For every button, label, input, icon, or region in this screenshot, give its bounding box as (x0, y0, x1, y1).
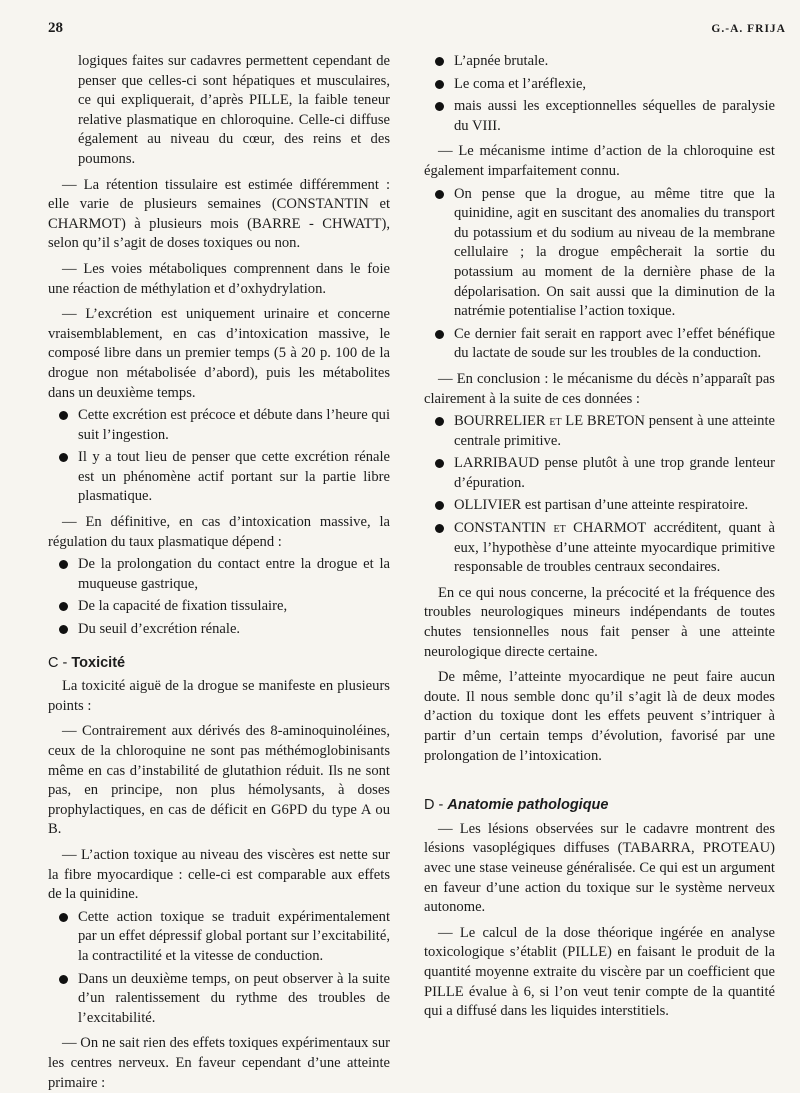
bullet-excretion-renale: Il y a tout lieu de penser que cette excrétion rénale est un phénomène actif portant sur la partie libre plasmatique. (48, 448, 390, 507)
author-name: BOURRELIER et LE BRETON (454, 413, 645, 430)
author-name: OLLIVIER (454, 497, 522, 514)
bullet-text: accréditent, quant à eux, l’hypothèse d’une atteinte myocardique primitive responsable de troubles centraux secondaires. (454, 520, 776, 576)
paragraph-calcul-dose: — Le calcul de la dose théorique ingérée en analyse toxicologique s’établit (PILLE) en faisant le produit de la quantité moyenne extraite du viscère par un coefficient que PILLE évalue à 6, si l’on veut tenir compte de la quantité qui a diffusé dans les liquides interstitiels. (424, 924, 775, 1020)
bullet-larribaud (424, 454, 775, 493)
bullet-constantin-charmot (424, 519, 775, 578)
left-column (48, 52, 390, 1093)
page-number: 28 (48, 20, 63, 36)
paragraph-toxicite-aigue: La toxicité aiguë de la drogue se manifeste en plusieurs points : (48, 678, 390, 714)
running-head-author: G.-A. FRIJA (711, 23, 786, 35)
bullet-ollivier (424, 496, 775, 516)
bullet-seuil-excretion: Du seuil d’excrétion rénale. (48, 620, 390, 640)
bullet-excretion-precoce: Cette excrétion est précoce et débute dans l’heure qui suit l’ingestion. (48, 406, 390, 445)
bullet-coma: Le coma et l’aréflexie, (424, 75, 775, 95)
paragraph-excretion: — L’excrétion est uniquement urinaire et concerne vraisemblablement, en cas d’intoxication massive, le composé libre dans un premier temps (5 à 20 p. 100 de la drogue non métabolisée d’abord), puis les métabolites dans un deuxième temps. (48, 306, 390, 401)
bullet-bourrelier-breton (424, 412, 775, 451)
bullet-apnee: L’apnée brutale. (424, 52, 775, 72)
section-letter-d: D - (424, 797, 444, 814)
section-title-toxicite: Toxicité (71, 654, 126, 671)
paragraph-centres-nerveux: — On ne sait rien des effets toxiques expérimentaux sur les centres nerveux. En faveur cependant d’une atteinte primaire : (48, 1035, 390, 1091)
paragraph-mecanisme: — Le mécanisme intime d’action de la chloroquine est également imparfaitement connu. (424, 143, 775, 179)
bullet-potassium-sodium: On pense que la drogue, au même titre que la quinidine, agit en suscitant des anomalies du transport du potassium et du sodium au niveau de la membrane cellulaire ; la drogue empêcherait la sortie du potassium au moment de la dernière phase de la dépolarisation. On sait aussi que la diminution de la natrémie potentialise l’action toxique. (424, 185, 775, 322)
section-letter-c: C - (48, 654, 68, 671)
bullet-text: pensent à une atteinte centrale primitive. (454, 413, 775, 449)
section-heading-d (424, 796, 775, 816)
paragraph-en-ce-qui-nous-concerne: En ce qui nous concerne, la précocité et la fréquence des troubles neurologiques mineurs indépendants de toutes chutes tensionnelles nous fait penser à une atteinte neurologique directe certaine. (424, 584, 775, 660)
section-title-anatomie-pathologique: Anatomie pathologique (447, 797, 609, 814)
paragraph-contrairement: — Contrairement aux dérivés des 8-aminoquinoléines, ceux de la chloroquine ne sont pas méthémoglobinisants même en cas d’instabilité de glutathion réduit. Ils ne sont pas, en principe, non plus hémolysants, à doses prophylactiques, en cas de déficit en G6PD du type A ou B. (48, 723, 390, 838)
bullet-text: pense plutôt à une trop grande lenteur d’épuration. (454, 455, 775, 491)
page-header (0, 20, 800, 42)
author-name: LARRIBAUD (454, 455, 540, 472)
bullet-fixation-tissulaire: De la capacité de fixation tissulaire, (48, 597, 390, 617)
bullet-effet-depressif: Cette action toxique se traduit expérimentalement par un effet dépressif global portant sur l’excitabilité, la contractilité et la vitesse de conduction. (48, 908, 390, 967)
paragraph-conclusion: — En conclusion : le mécanisme du décès n’apparaît pas clairement à la suite de ces données : (424, 370, 775, 407)
bullet-deuxieme-temps: Dans un deuxième temps, on peut observer à la suite d’un ralentissement du rythme des troubles de l’excitabilité. (48, 970, 390, 1029)
paragraph-continuation: logiques faites sur cadavres permettent cependant de penser que celles-ci sont hépatiques et musculaires, ce qui expliquerait, d’après PILLE, la faible teneur relative plasmatique en chloroquine. Celle-ci diffuse également au niveau du cœur, des reins et des poumons. (78, 53, 390, 167)
bullet-sequelles: mais aussi les exceptionnelles séquelles de paralysie du VIII. (424, 97, 775, 136)
paragraph-voies-metaboliques: — Les voies métaboliques comprennent dans le foie une réaction de méthylation et d’oxhydrylation. (48, 260, 390, 297)
bullet-prolongation-contact: De la prolongation du contact entre la drogue et la muqueuse gastrique, (48, 555, 390, 594)
paragraph-action-toxique: — L’action toxique au niveau des viscères est nette sur la fibre myocardique : celle-ci est comparable aux effets de la quinidine. (48, 846, 390, 903)
author-name: CONSTANTIN et CHARMOT (454, 520, 647, 537)
paragraph-de-meme: De même, l’atteinte myocardique ne peut faire aucun doute. Il nous semble donc qu’il s’agit là de deux modes d’action du toxique dont les effets peuvent s’intriquer à partir d’un certain temps d’évolution, favorisé par une prolongation de l’intoxication. (424, 669, 775, 764)
bullet-text: est partisan d’une atteinte respiratoire. (521, 497, 749, 514)
paragraph-lesions: — Les lésions observées sur le cadavre montrent des lésions vasoplégiques diffuses (TABARRA, PROTEAU) avec une stase veineuse généralisée. Ce qui est un argument en faveur d’une action du toxique sur le système nerveux autonome. (424, 820, 775, 916)
section-heading-c (48, 654, 390, 674)
paragraph-en-definitive: — En définitive, en cas d’intoxication massive, la régulation du taux plasmatique dépend : (48, 514, 390, 550)
paragraph-retention: — La rétention tissulaire est estimée différemment : elle varie de plusieurs semaines (CONSTANTIN et CHARMOT) à plusieurs mois (BARRE - CHWATT), selon qu’il s’agit de doses toxiques ou non. (48, 176, 390, 252)
right-column (424, 52, 775, 1022)
bullet-lactate-soude: Ce dernier fait serait en rapport avec l’effet bénéfique du lactate de soude sur les troubles de la conduction. (424, 325, 775, 364)
